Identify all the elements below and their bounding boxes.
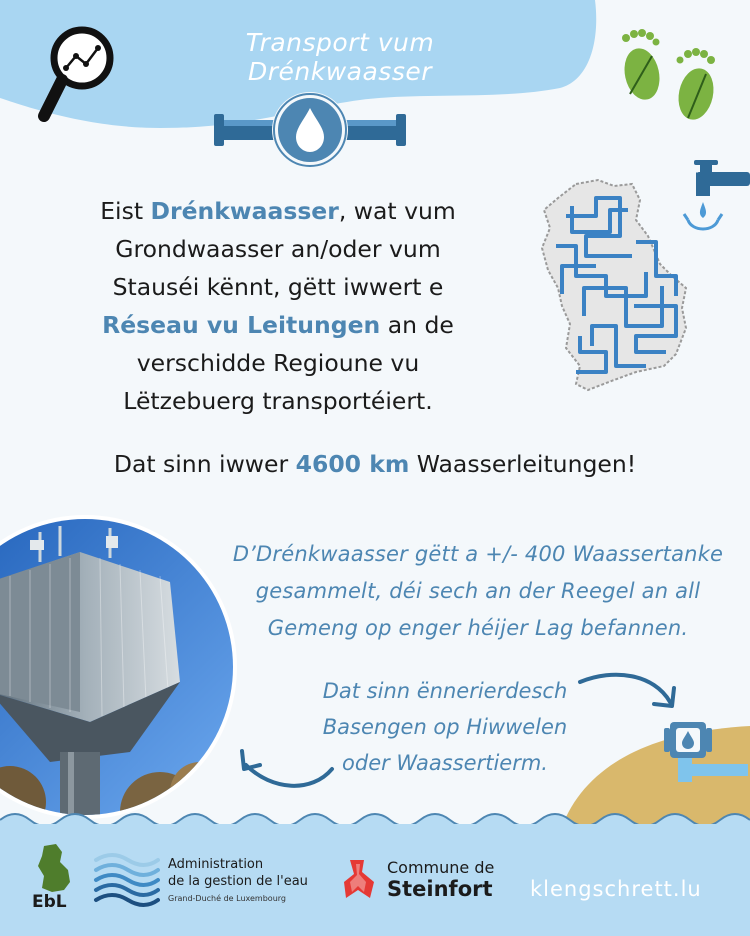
basin-text-line: Basengen op Hiwwelen [322, 715, 568, 739]
ebl-logo-text: EbL [32, 892, 67, 912]
water-tower-photo [0, 512, 240, 822]
footprints-leaf-icon [616, 24, 726, 124]
km-text: Waasserleitungen! [409, 450, 637, 478]
commune-label: Commune de [387, 858, 495, 877]
intro-text: verschidde Regioune vu [136, 349, 420, 377]
steinfort-label: Steinfort [387, 877, 493, 901]
website-link[interactable]: klengschrett.lu [530, 877, 702, 901]
water-tank-icon [664, 722, 712, 758]
highlight-drinking-water: Drénkwaasser [150, 197, 339, 225]
basin-text-line: Dat sinn ënnerierdesch [322, 679, 568, 703]
luxembourg-pipe-map-icon [536, 176, 696, 396]
magnifier-chart-icon [36, 18, 126, 128]
pipe-length-statement [40, 450, 710, 478]
intro-text: an de [380, 311, 454, 339]
intro-text: Eist [100, 197, 151, 225]
tank-text-line: D’Drénkwaasser gëtt a +/- 400 Waassertanke [232, 542, 724, 566]
basins-paragraph [310, 673, 580, 781]
page-title: Transport vum Drénkwaasser [245, 28, 435, 86]
age-name-line2: de la gestion de l'eau [168, 874, 308, 889]
highlight-network: Réseau vu Leitungen [102, 311, 381, 339]
curved-arrow-left-icon [232, 735, 344, 795]
curved-arrow-right-icon [574, 668, 684, 714]
tank-text-line: gesammelt, déi sech an der Reegel an all [255, 579, 701, 603]
intro-text: Grondwaasser an/oder vum [115, 235, 441, 263]
intro-text: Lëtzebuerg transportéiert. [123, 387, 433, 415]
water-tanks-paragraph [228, 536, 728, 647]
pipe-drop-icon [212, 90, 408, 170]
steinfort-logo-icon [340, 858, 380, 900]
age-name-line1: Administration [168, 857, 264, 872]
age-name-line3: Grand-Duché de Luxembourg [168, 894, 286, 903]
km-text: Dat sinn iwwer [113, 450, 296, 478]
intro-paragraph [48, 192, 508, 420]
water-management-logo-icon [92, 848, 160, 908]
highlight-km: 4600 km [295, 450, 410, 478]
tank-text-line: Gemeng op enger héijer Lag befannen. [267, 616, 689, 640]
intro-text: , wat vum [338, 197, 456, 225]
intro-text: Stauséi kënnt, gëtt iwwert e [112, 273, 444, 301]
basin-text-line: oder Waassertierm. [342, 751, 548, 775]
